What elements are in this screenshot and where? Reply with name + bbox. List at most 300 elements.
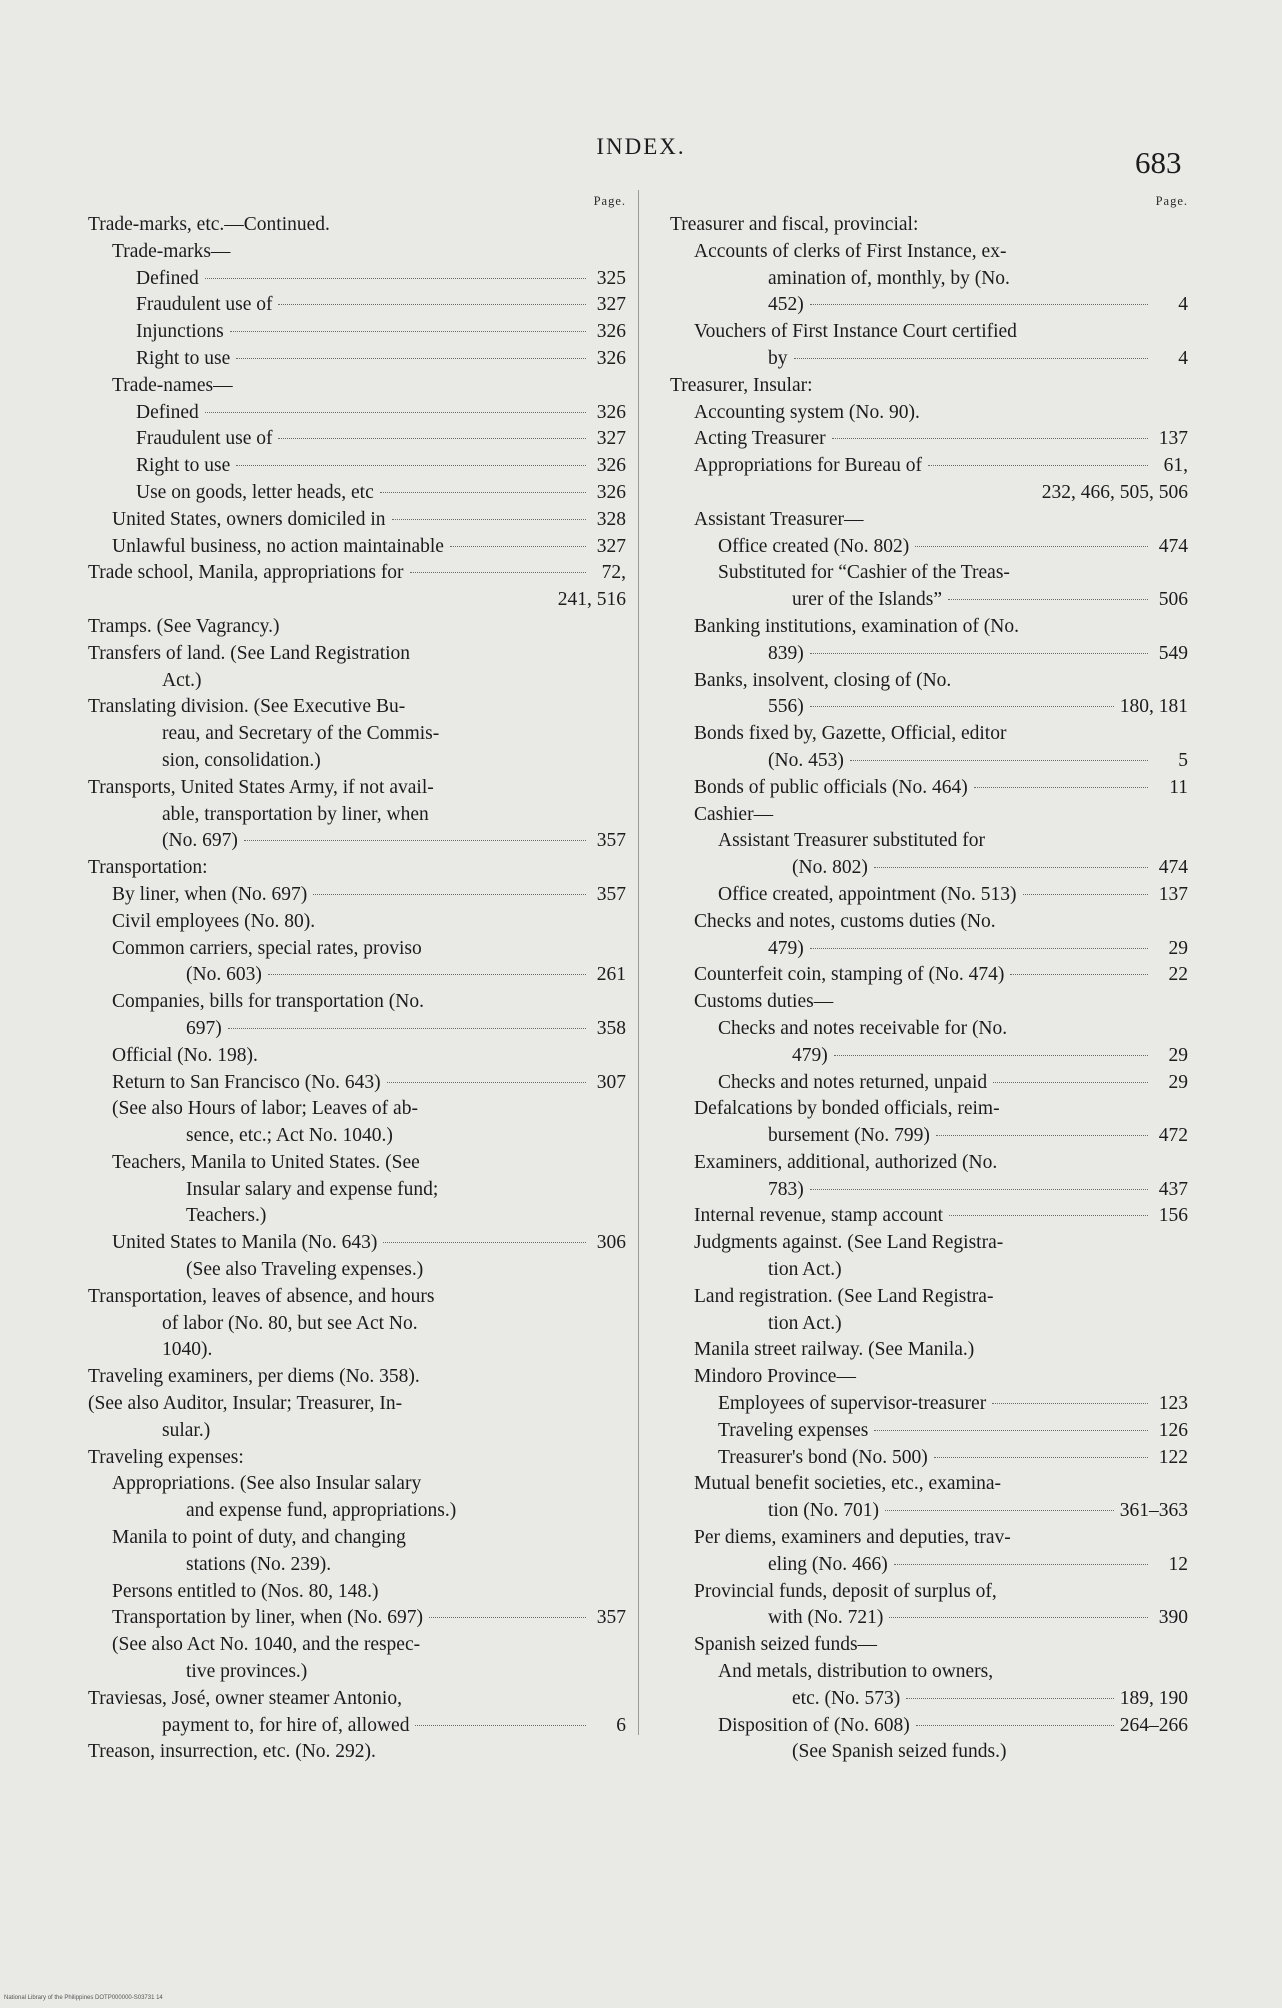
entry-line [112,1123,626,1150]
index-entry [88,400,626,427]
entry-text: Tramps. (See Vagrancy.) [88,615,280,637]
entry-line [718,1686,1188,1713]
page-reference: 357 [596,883,626,905]
index-entry [88,1230,626,1284]
page-reference: 137 [1158,428,1188,450]
entry-line [88,721,626,748]
entry-line [88,1337,626,1364]
entry-text: Transportation, leaves of absence, and hours [88,1285,435,1307]
entry-line [694,426,1188,453]
entry-text: (See Spanish seized funds.) [792,1741,1007,1763]
entry-line [694,962,1188,989]
entry-line [718,1659,1188,1686]
entry-line [112,1659,626,1686]
dot-leader [916,1725,1114,1726]
index-entry [670,453,1188,507]
dot-leader [205,278,586,279]
entry-text: Manila street railway. (See Manila.) [694,1339,975,1361]
entry-text: Cashier— [694,803,774,825]
entry-text: Official (No. 198). [112,1044,258,1066]
page-reference: 326 [596,481,626,503]
dot-leader [205,412,586,413]
index-entry [88,694,626,774]
entry-line [694,400,1188,427]
entry-text: Accounting system (No. 90). [694,401,920,423]
entry-text: Land registration. (See Land Registra- [694,1285,994,1307]
index-entry [88,1739,626,1766]
entry-line [694,1364,1188,1391]
entry-line [694,507,1188,534]
entry-line [112,1257,626,1284]
entry-text: (See also Act No. 1040, and the respec- [112,1634,421,1656]
index-entry [670,212,1188,239]
entry-line [88,1364,626,1391]
page-reference: 326 [596,321,626,343]
entry-line [694,1123,1188,1150]
dot-leader [850,760,1148,761]
entry-line [694,1498,1188,1525]
index-entry [88,1579,626,1606]
page-reference: 437 [1158,1178,1188,1200]
dot-leader [1023,894,1148,895]
dot-leader [832,438,1148,439]
dot-leader [236,465,586,466]
dot-leader [810,706,1114,707]
entry-line [670,373,1188,400]
entry-text: 479) [768,937,804,959]
entry-line [718,1070,1188,1097]
entry-line [88,560,626,587]
entry-line [112,239,626,266]
entry-line [718,534,1188,561]
index-entry [670,1203,1188,1230]
index-entry [88,1043,626,1070]
entry-text: Customs duties— [694,991,834,1013]
page-reference: 12 [1168,1553,1188,1575]
index-entry [670,828,1188,882]
entry-line [718,1739,1188,1766]
entry-text: Appropriations for Bureau of [694,455,922,477]
entry-text: Internal revenue, stamp account [694,1205,944,1227]
entry-line [718,1418,1188,1445]
entry-text: 479) [792,1044,828,1066]
index-entry [670,721,1188,775]
entry-text: Checks and notes, customs duties (No. [694,910,996,932]
index-entry [670,989,1188,1016]
entry-text: (No. 603) [186,964,262,986]
entry-text: And metals, distribution to owners, [718,1661,994,1683]
page-reference: 72, [601,562,626,584]
entry-line [136,426,626,453]
entry-text: Return to San Francisco (No. 643) [112,1071,381,1093]
entry-text: able, transportation by liner, when [162,803,429,825]
index-entry [670,668,1188,722]
index-entry [670,1284,1188,1338]
entry-line [112,507,626,534]
entry-text: Transportation: [88,857,208,879]
entry-line [88,668,626,695]
entry-line [112,1605,626,1632]
dot-leader [392,519,587,520]
entry-line [112,1579,626,1606]
index-entry [670,909,1188,963]
page-reference: 325 [596,267,626,289]
index-entry [88,1686,626,1740]
entry-text: Transportation by liner, when (No. 697) [112,1607,424,1629]
entry-line [718,587,1188,614]
entry-text: Spanish seized funds— [694,1634,878,1656]
entry-text: Counterfeit coin, stamping of (No. 474) [694,964,1005,986]
entry-line [112,1177,626,1204]
entry-text: Judgments against. (See Land Registra- [694,1232,1004,1254]
entry-text: Banks, insolvent, closing of (No. [694,669,952,691]
entry-text: Employees of supervisor-treasurer [718,1393,987,1415]
index-entry [88,1284,626,1364]
entry-text: Treasurer, Insular: [670,374,813,396]
entry-text: Persons entitled to (Nos. 80, 148.) [112,1580,379,1602]
dot-leader [974,787,1148,788]
page-reference: 5 [1178,749,1188,771]
entry-line [88,1311,626,1338]
page-reference: 306 [596,1232,626,1254]
index-entry [88,641,626,695]
library-credit: National Library of the Philippines DOTP000000-S03731 14 [4,1995,163,2001]
entry-line [694,641,1188,668]
index-entry [88,855,626,882]
index-entry [88,989,626,1043]
entry-text: Manila to point of duty, and changing [112,1527,406,1549]
entry-text: of labor (No. 80, but see Act No. [162,1312,418,1334]
entry-line [88,1713,626,1740]
index-entry [670,319,1188,373]
entry-line [112,1525,626,1552]
dot-leader [380,492,586,493]
entry-line [112,1043,626,1070]
entry-line [88,694,626,721]
entry-line [694,1096,1188,1123]
page-reference: 474 [1158,857,1188,879]
entry-line [88,1418,626,1445]
dot-leader [810,1189,1148,1190]
entry-text: stations (No. 239). [186,1553,332,1575]
page-reference: 122 [1158,1446,1188,1468]
entry-text: Examiners, additional, authorized (No. [694,1151,998,1173]
entry-text: 556) [768,696,804,718]
entry-line [718,882,1188,909]
entry-line [694,668,1188,695]
entry-text: United States to Manila (No. 643) [112,1232,378,1254]
dot-leader [228,1028,586,1029]
dot-leader [948,599,1148,600]
entry-text: by [768,347,788,369]
entry-text: 697) [186,1017,222,1039]
dot-leader [874,867,1148,868]
dot-leader [415,1725,586,1726]
index-entry [88,292,626,319]
entry-line [694,319,1188,346]
entry-text: payment to, for hire of, allowed [162,1714,410,1736]
entry-line [694,480,1188,507]
entry-line [136,480,626,507]
entry-line [718,1713,1188,1740]
page-reference: 506 [1158,589,1188,611]
entry-text: Per diems, examiners and deputies, trav- [694,1527,1011,1549]
entry-line [694,936,1188,963]
page-reference: 357 [596,830,626,852]
right-column [670,190,1188,1766]
index-entry [88,1070,626,1097]
entry-line [112,1498,626,1525]
page-reference: 264–266 [1119,1714,1188,1736]
entry-text: Traviesas, José, owner steamer Antonio, [88,1687,402,1709]
index-entry [88,1096,626,1150]
dot-leader [313,894,586,895]
index-entry [88,239,626,266]
entry-line [112,1150,626,1177]
index-entry [88,266,626,293]
entry-text: Office created (No. 802) [718,535,910,557]
index-entry [88,453,626,480]
page-reference: 474 [1158,535,1188,557]
entry-text: Acting Treasurer [694,428,826,450]
dot-leader [236,358,586,359]
dot-leader [278,304,586,305]
index-entry [670,239,1188,319]
page-reference: 328 [596,508,626,530]
entry-text: Teachers.) [186,1205,267,1227]
index-entry [88,1471,626,1525]
entry-line [136,453,626,480]
entry-text: Trade-names— [112,374,233,396]
dot-leader [268,974,586,975]
entry-text: Mindoro Province— [694,1366,856,1388]
entry-line [694,909,1188,936]
entry-text: Civil employees (No. 80). [112,910,316,932]
dot-leader [889,1617,1148,1618]
entry-text: 783) [768,1178,804,1200]
entry-text: Checks and notes returned, unpaid [718,1071,988,1093]
dot-leader [387,1082,586,1083]
entry-text: Banking institutions, examination of (No. [694,615,1019,637]
entry-line [112,936,626,963]
index-entry [88,882,626,909]
page-reference: 29 [1168,937,1188,959]
entry-line [694,1257,1188,1284]
index-entry [670,1418,1188,1445]
index-entry [670,802,1188,829]
index-entry [88,480,626,507]
index-entry [88,1632,626,1686]
index-entry [670,1471,1188,1525]
page-reference: 156 [1158,1205,1188,1227]
entry-line [112,882,626,909]
entry-text: Fraudulent use of [136,428,273,450]
entry-text: tion Act.) [768,1312,842,1334]
page-reference: 6 [616,1714,626,1736]
page-column-label: Page. [1155,194,1188,208]
entry-line [88,855,626,882]
dot-leader [936,1135,1148,1136]
page-reference: 326 [596,347,626,369]
index-entry [88,560,626,614]
entry-line [694,1579,1188,1606]
page-column-label: Page. [593,194,626,208]
entry-text: Assistant Treasurer— [694,508,864,530]
dot-leader [992,1403,1148,1404]
index-entry [670,1016,1188,1070]
entry-line [112,1203,626,1230]
entry-text: Trade-marks, etc.—Continued. [88,214,330,235]
entry-line [694,346,1188,373]
page-reference: 189, 190 [1119,1687,1188,1709]
entry-line [88,1739,626,1766]
page-reference: 326 [596,401,626,423]
entry-line [718,560,1188,587]
entry-line [88,587,626,614]
index-entry [670,1445,1188,1472]
entry-text: By liner, when (No. 697) [112,883,308,905]
entry-text: 839) [768,642,804,664]
entry-line [88,1686,626,1713]
entry-line [112,534,626,561]
index-entry [88,936,626,990]
entry-text: (See also Traveling expenses.) [186,1259,424,1281]
entry-line [112,1070,626,1097]
index-entry [670,614,1188,668]
page-reference: 361–363 [1119,1500,1188,1522]
entry-line [718,855,1188,882]
index-entry [670,882,1188,909]
entry-line [694,694,1188,721]
index-entry [670,400,1188,427]
entry-text: Disposition of (No. 608) [718,1714,910,1736]
page-reference: 327 [596,294,626,316]
index-entry [670,373,1188,400]
entry-text: (No. 802) [792,857,868,879]
entry-line [694,1471,1188,1498]
entry-text: Treason, insurrection, etc. (No. 292). [88,1741,376,1763]
entry-text: Substituted for “Cashier of the Treas- [718,562,1010,584]
index-entry [670,534,1188,561]
entry-line [694,775,1188,802]
index-entry [670,1391,1188,1418]
entry-text: Companies, bills for transportation (No. [112,991,424,1013]
entry-line [694,1203,1188,1230]
dot-leader [810,304,1148,305]
index-entry [88,319,626,346]
index-entry [88,1525,626,1579]
entry-text: Treasurer and fiscal, provincial: [670,214,919,235]
entry-line [718,1391,1188,1418]
entry-text: (No. 697) [162,830,238,852]
dot-leader [794,358,1149,359]
page-reference: 11 [1169,776,1188,798]
page-reference: 241, 516 [557,589,626,611]
dot-leader [949,1215,1148,1216]
entry-text: Act.) [162,669,202,691]
index-entry [670,560,1188,614]
index-entry [88,534,626,561]
entry-text: Traveling expenses [718,1419,869,1441]
dot-leader [450,546,586,547]
entry-text: 452) [768,294,804,316]
index-entry [88,1391,626,1445]
index-entry [670,1579,1188,1633]
entry-text: Appropriations. (See also Insular salary [112,1473,422,1495]
index-entry [88,1150,626,1230]
page-reference: 357 [596,1607,626,1629]
page-reference: 261 [596,964,626,986]
entry-line [136,319,626,346]
entry-text: sence, etc.; Act No. 1040.) [186,1125,393,1147]
entry-line [718,1445,1188,1472]
index-entry [670,1070,1188,1097]
entry-line [88,1391,626,1418]
index-entry [88,373,626,400]
entry-text: Office created, appointment (No. 513) [718,883,1017,905]
dot-leader [278,438,586,439]
entry-line [112,373,626,400]
entry-line [88,614,626,641]
dot-leader [874,1430,1148,1431]
entry-text: Right to use [136,455,231,477]
index-entry [88,212,626,239]
right-index-entries [670,212,1188,1766]
entry-text: tion (No. 701) [768,1500,880,1522]
entry-line [694,614,1188,641]
entry-line [112,1632,626,1659]
entry-line [718,828,1188,855]
entry-line [694,1632,1188,1659]
entry-text: reau, and Secretary of the Commis- [162,723,440,745]
entry-text: Trade school, Manila, appropriations for [88,562,404,584]
entry-text: Traveling expenses: [88,1446,244,1468]
entry-text: bursement (No. 799) [768,1125,930,1147]
entry-line [694,239,1188,266]
page-reference: 549 [1158,642,1188,664]
index-entry [88,614,626,641]
entry-line [718,1043,1188,1070]
dot-leader [810,948,1148,949]
dot-leader [885,1510,1114,1511]
entry-text: United States, owners domiciled in [112,508,386,530]
dot-leader [1010,974,1148,975]
index-entry [88,426,626,453]
entry-line [136,400,626,427]
entry-text: (See also Auditor, Insular; Treasurer, In- [88,1393,403,1415]
index-entry [670,1337,1188,1364]
index-entry [670,1525,1188,1579]
entry-text: urer of the Islands” [792,589,942,611]
index-entry [670,1230,1188,1284]
entry-text: Traveling examiners, per diems (No. 358). [88,1366,420,1388]
entry-text: Transports, United States Army, if not avail- [88,776,434,798]
index-entry [88,1605,626,1632]
running-head: INDEX. [596,134,686,159]
entry-line [112,989,626,1016]
entry-text: Injunctions [136,321,224,343]
entry-line [718,1016,1188,1043]
entry-text: Defalcations by bonded officials, reim- [694,1098,1000,1120]
page-reference: 4 [1178,294,1188,316]
entry-text: Provincial funds, deposit of surplus of, [694,1580,997,1602]
entry-text: Bonds fixed by, Gazette, Official, editor [694,723,1007,745]
entry-text: Translating division. (See Executive Bu- [88,696,406,718]
entry-line [694,1150,1188,1177]
entry-text: tion Act.) [768,1259,842,1281]
page-reference: 126 [1158,1419,1188,1441]
entry-line [88,748,626,775]
